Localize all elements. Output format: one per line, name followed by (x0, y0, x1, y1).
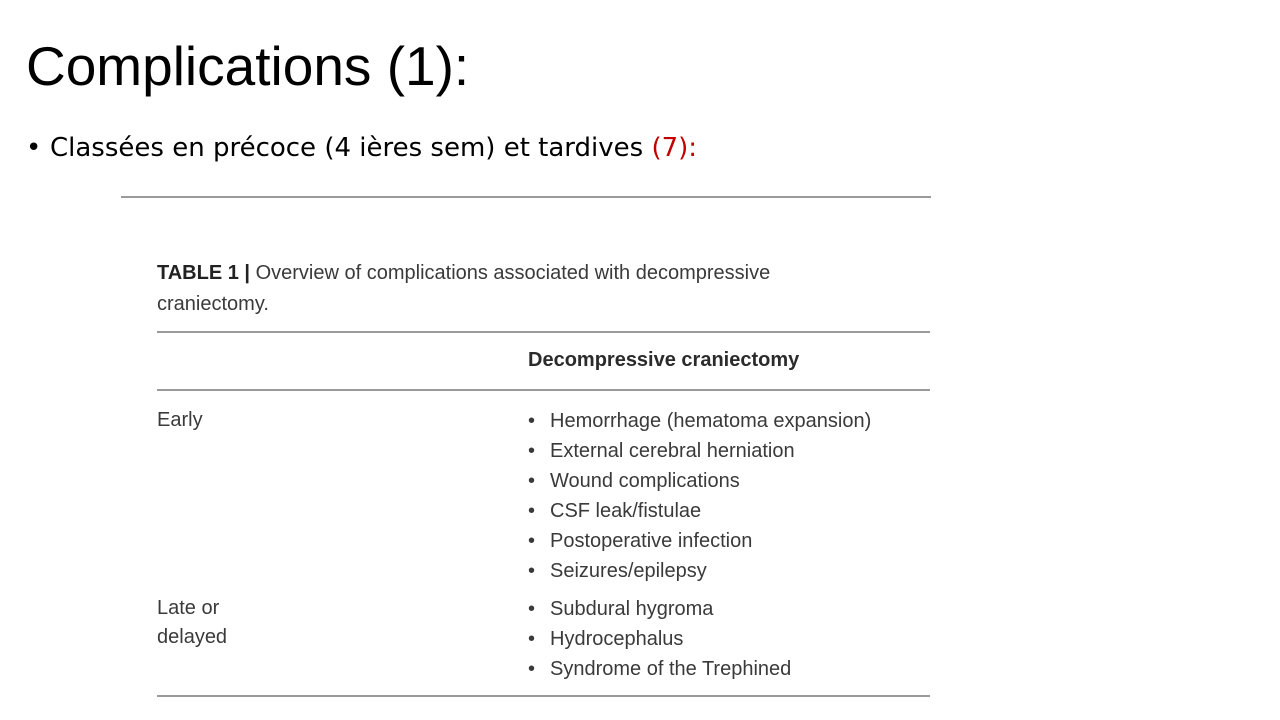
bullet-text: Classées en précoce (4 ières sem) et tardives (50, 133, 652, 163)
list-item: • CSF leak/fistulae (528, 496, 871, 526)
bullet-marker: • (26, 133, 42, 163)
list-item: • External cerebral herniation (528, 436, 871, 466)
reference-citation: (7): (651, 133, 698, 163)
item-marker: • (528, 628, 536, 650)
list-item: • Seizures/epilepsy (528, 556, 871, 586)
item-marker: • (528, 410, 536, 432)
item-marker: • (528, 598, 536, 620)
row-label-early: Early (157, 409, 203, 431)
list-item: • Wound complications (528, 466, 871, 496)
item-marker: • (528, 658, 536, 680)
list-item: • Syndrome of the Trephined (528, 654, 791, 684)
item-marker: • (528, 530, 536, 552)
item-marker: • (528, 440, 536, 462)
row-label-late: Late or delayed (157, 597, 228, 648)
list-item: • Postoperative infection (528, 526, 871, 556)
table-header-top-rule (157, 331, 930, 333)
list-item: • Hydrocephalus (528, 624, 791, 654)
early-complications-list (528, 406, 871, 586)
figure-top-rule (121, 196, 931, 198)
late-complications-list (528, 594, 791, 684)
list-item: • Subdural hygroma (528, 594, 791, 624)
list-item: • Hemorrhage (hematoma expansion) (528, 406, 871, 436)
table-caption (157, 258, 857, 320)
item-marker: • (528, 500, 536, 522)
bullet-point (26, 128, 697, 168)
table-header-bottom-rule (157, 389, 930, 391)
table-bottom-rule (157, 695, 930, 697)
table-column-header: Decompressive craniectomy (528, 349, 800, 371)
slide-title: Complications (1): (26, 35, 470, 97)
item-marker: • (528, 470, 536, 492)
table-caption-label: TABLE 1 | (157, 262, 251, 284)
table-caption-text: Overview of complications associated with decompressive craniectomy. (157, 262, 771, 315)
item-marker: • (528, 560, 536, 582)
complications-table-figure (120, 196, 932, 706)
